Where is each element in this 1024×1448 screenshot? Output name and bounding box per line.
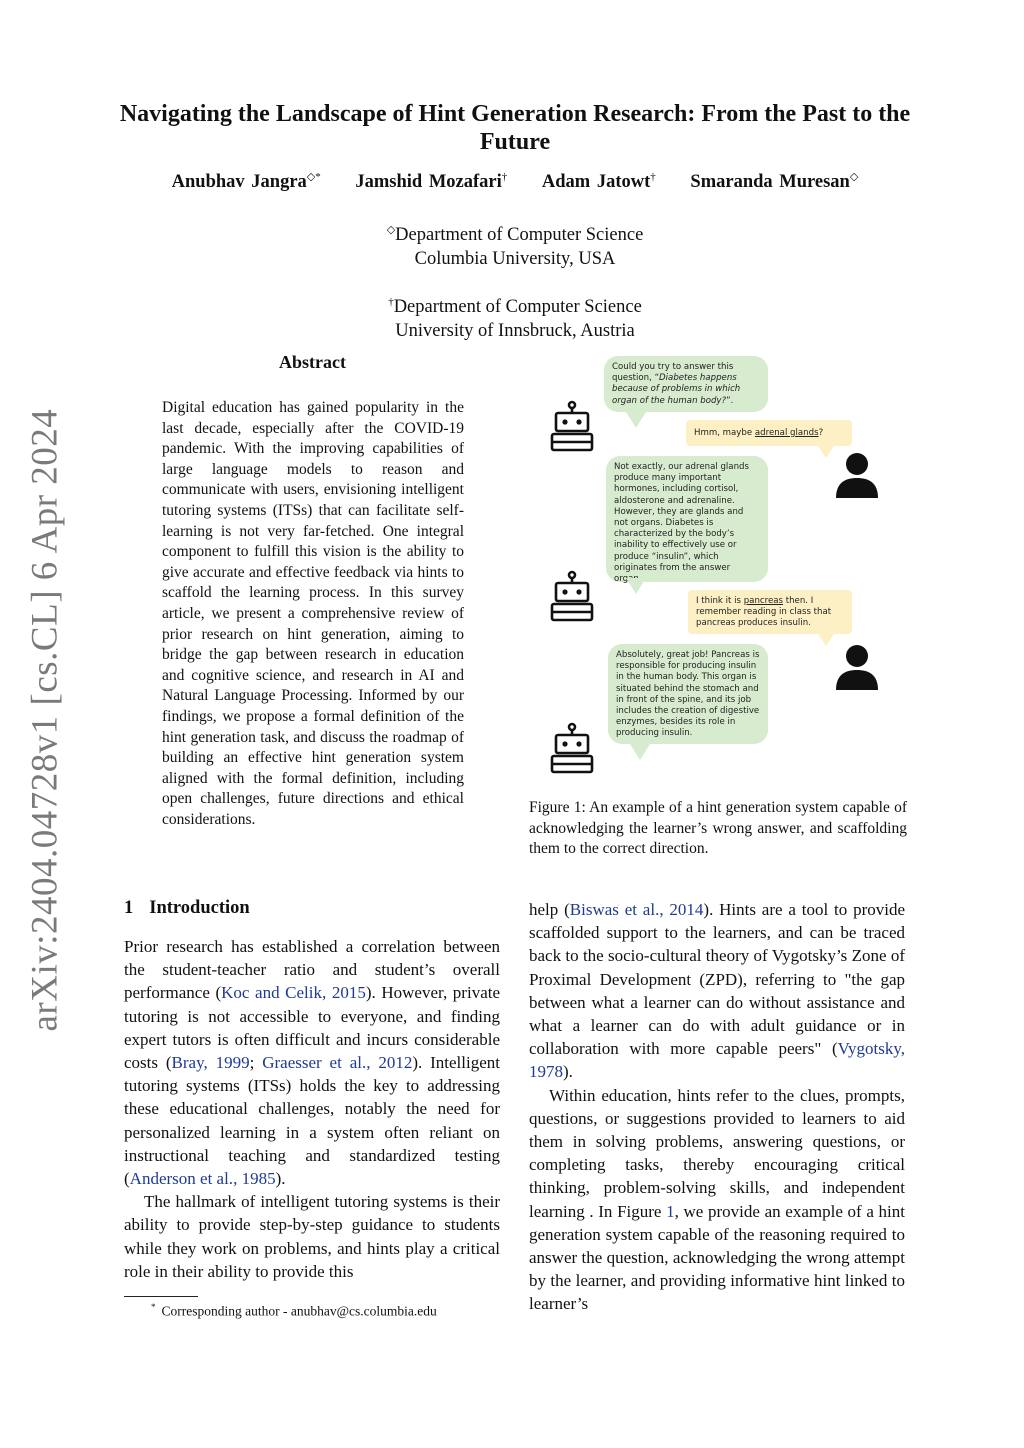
affiliation-innsbruck: †Department of Computer Science University of Innsbruck, Austria	[388, 296, 642, 342]
figure-1	[540, 352, 900, 782]
intro-left-column	[124, 935, 500, 1283]
bubble-tail	[626, 412, 646, 428]
bubble-tail	[818, 634, 834, 646]
person-icon	[834, 644, 880, 692]
system-bubble-question: Could you try to answer this question, “Diabetes happens because of problems in which organ of the human body?”.	[604, 356, 768, 412]
intro-paragraph-4: Within education, hints refer to the clues, prompts, questions, or suggestions provided to learners to aid them in solving problems, answering questions, or completing tasks, thereby encouraging critical thinking, problem-solving skills, and independent learning . In Figure 1, we provide an example of a hint generation system capable of the reasoning required to answer the question, acknowledging the wrong attempt by the learner, and providing informative hint linked to learner’s	[529, 1085, 905, 1314]
author-3: Adam Jatowt†	[541, 171, 656, 193]
abstract-text: Digital education has gained popularity in the last decade, especially after the COVID-19 pandemic. With the improving capabilities of large language models to reason and communicate with users, envisioning intelligent tutoring systems (ITSs) that can facilitate self-learning is not very far-fetched. One integral component to fulfill this vision is the ability to give accurate and effective feedback via hints to scaffold the learning process. In this survey article, we present a comprehensive review of prior research on hint generation, aiming to bridge the gap between research in education and cognitive science, and research in AI and Natural Language Processing. Informed by our findings, we propose a formal definition of the hint generation task, and discuss the roadmap of building an effective hint generation system aligned with the formal definition, including open challenges, future directions and ethical considerations.	[162, 399, 464, 828]
bubble-tail	[630, 744, 650, 760]
figure-caption: Figure 1: An example of a hint generation system capable of acknowledging the learner’s wrong answer, and scaffolding them to the correct direction.	[529, 799, 907, 857]
figure-reference-link[interactable]: 1	[666, 1201, 675, 1221]
learner-bubble-answer: I think it is pancreas then. I remember reading in class that pancreas produces insulin.	[688, 590, 852, 634]
bubble-tail	[626, 578, 646, 594]
footnote-rule	[124, 1296, 198, 1297]
citation-link[interactable]: Koc and Celik, 2015	[221, 983, 366, 1003]
robot-icon	[548, 570, 596, 624]
author-4: Smaranda Muresan◇	[690, 171, 859, 193]
author-1: Anubhav Jangra◇*	[171, 171, 321, 193]
paper-title: Navigating the Landscape of Hint Generation Research: From the Past to the Future	[119, 101, 911, 155]
intro-paragraph-1: Prior research has established a correlation between the student-teacher ratio and student’s overall performance (Koc and Celik, 2015). However, private tutoring is not accessible to everyone, and finding expert tutors is often difficult and incurs considerable costs (Bray, 1999; Graesser et al., 2012). Intelligent tutoring systems (ITSs) holds the key to addressing these educational challenges, notably the need for personalized learning in a system often reliant on instructional teaching and standardized testing (Anderson et al., 1985).	[124, 937, 501, 1189]
author-list	[110, 170, 920, 193]
section-heading: 1 Introduction	[124, 898, 250, 918]
footnote: * Corresponding author - anubhav@cs.columbia.edu	[151, 1302, 437, 1319]
abstract-heading: Abstract	[279, 352, 346, 372]
robot-icon	[548, 400, 596, 454]
citation-link[interactable]: Graesser et al., 2012	[262, 1053, 413, 1073]
intro-right-column	[529, 898, 905, 1316]
system-bubble-hint: Not exactly, our adrenal glands produce many important hormones, including cortisol, aldosterone and adrenaline. However, they are glands and not organs. Diabetes is characterized by the body’s inability to effectively use or produce “insulin”, which originates from the answer organ.	[606, 456, 768, 582]
intro-paragraph-2: The hallmark of intelligent tutoring systems is their ability to provide step-by-step guidance to students while they work on problems, and hints play a critical role in their ability to provide this	[124, 1192, 500, 1281]
intro-paragraph-3: help (Biswas et al., 2014). Hints are a tool to provide scaffolded support to the learners, and can be traced back to the socio-cultural theory of Vygotsky’s Zone of Proximal Development (ZPD), referring to "the gap between what a learner can do without assistance and what a learner can do with adult guidance or in collaboration with more capable peers" (Vygotsky, 1978).	[529, 900, 906, 1082]
person-icon	[834, 452, 880, 500]
affiliation-columbia: ◇Department of Computer Science Columbia University, USA	[386, 224, 644, 270]
author-2: Jamshid Mozafari†	[355, 171, 508, 193]
citation-link[interactable]: Bray, 1999	[171, 1053, 250, 1073]
citation-link[interactable]: Vygotsky, 1978	[529, 1039, 905, 1082]
citation-link[interactable]: Biswas et al., 2014	[569, 900, 704, 919]
bubble-tail	[818, 446, 834, 458]
learner-bubble-guess: Hmm, maybe adrenal glands?	[686, 420, 852, 446]
system-bubble-confirm: Absolutely, great job! Pancreas is responsible for producing insulin in the human body. This organ is situated behind the stomach and in front of the spine, and its job includes the creation of digestive enzymes, besides its role in producing insulin.	[608, 644, 768, 744]
robot-icon	[548, 722, 596, 776]
citation-link[interactable]: Anderson et al., 1985	[129, 1169, 276, 1189]
arxiv-stamp: arXiv:2404.04728v1 [cs.CL] 6 Apr 2024	[24, 408, 66, 1032]
